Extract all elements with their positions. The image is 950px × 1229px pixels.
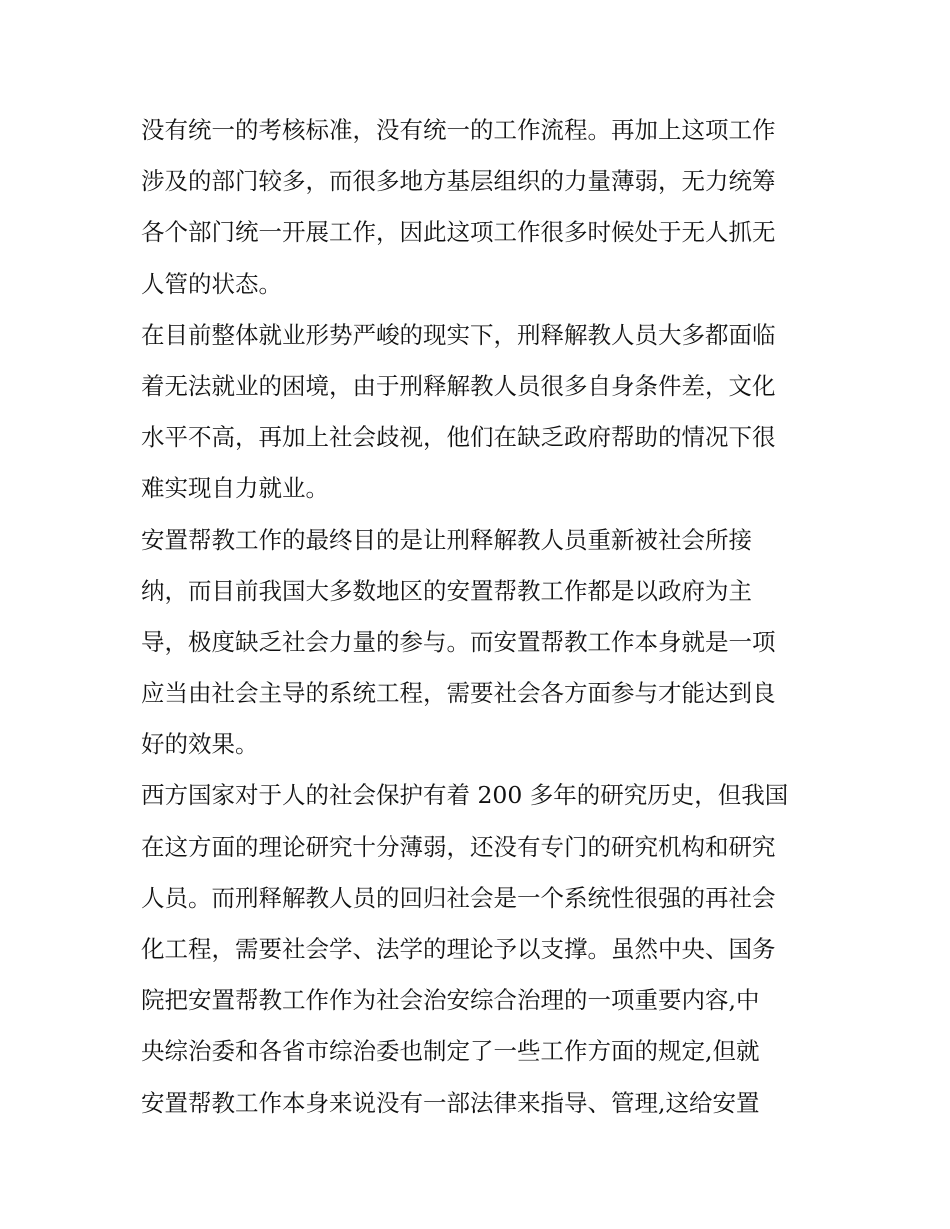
text-line: 人员。而刑释解教人员的回归社会是一个系统性很强的再社会 [141, 883, 776, 912]
text-line: 央综治委和各省市综治委也制定了一些工作方面的规定,但就 [141, 1037, 760, 1066]
text-line: 安置帮教工作的最终目的是让刑释解教人员重新被社会所接 [141, 525, 752, 554]
text-line: 在目前整体就业形势严峻的现实下，刑释解教人员大多都面临 [141, 320, 776, 349]
paragraph-2 [141, 310, 821, 515]
text-line: 纳，而目前我国大多数地区的安置帮教工作都是以政府为主 [141, 576, 752, 605]
paragraph-3 [141, 515, 821, 771]
text-line: 人管的状态。 [141, 269, 282, 298]
text-line: 好的效果。 [141, 730, 259, 759]
text-line: 西方国家对于人的社会保护有着 200 多年的研究历史，但我国 [141, 781, 789, 810]
text-line: 没有统一的考核标准，没有统一的工作流程。再加上这项工作 [141, 116, 776, 144]
text-line: 难实现自力就业。 [141, 474, 329, 503]
text-line: 水平不高，再加上社会歧视，他们在缺乏政府帮助的情况下很 [141, 423, 776, 452]
document-body [141, 105, 821, 1129]
paragraph-1 [141, 105, 821, 310]
paragraph-4 [141, 770, 821, 1128]
text-line: 各个部门统一开展工作，因此这项工作很多时候处于无人抓无 [141, 218, 776, 247]
text-line: 院把安置帮教工作作为社会治安综合治理的一项重要内容,中 [141, 986, 760, 1015]
text-line: 应当由社会主导的系统工程，需要社会各方面参与才能达到良 [141, 679, 776, 708]
text-line: 化工程，需要社会学、法学的理论予以支撑。虽然中央、国务 [141, 935, 776, 963]
text-line: 在这方面的理论研究十分薄弱，还没有专门的研究机构和研究 [141, 832, 776, 861]
text-line: 着无法就业的困境，由于刑释解教人员很多自身条件差，文化 [141, 371, 776, 400]
text-line: 涉及的部门较多，而很多地方基层组织的力量薄弱，无力统筹 [141, 167, 776, 196]
text-line: 安置帮教工作本身来说没有一部法律来指导、管理,这给安置 [141, 1088, 760, 1117]
text-line: 导，极度缺乏社会力量的参与。而安置帮教工作本身就是一项 [141, 627, 776, 656]
